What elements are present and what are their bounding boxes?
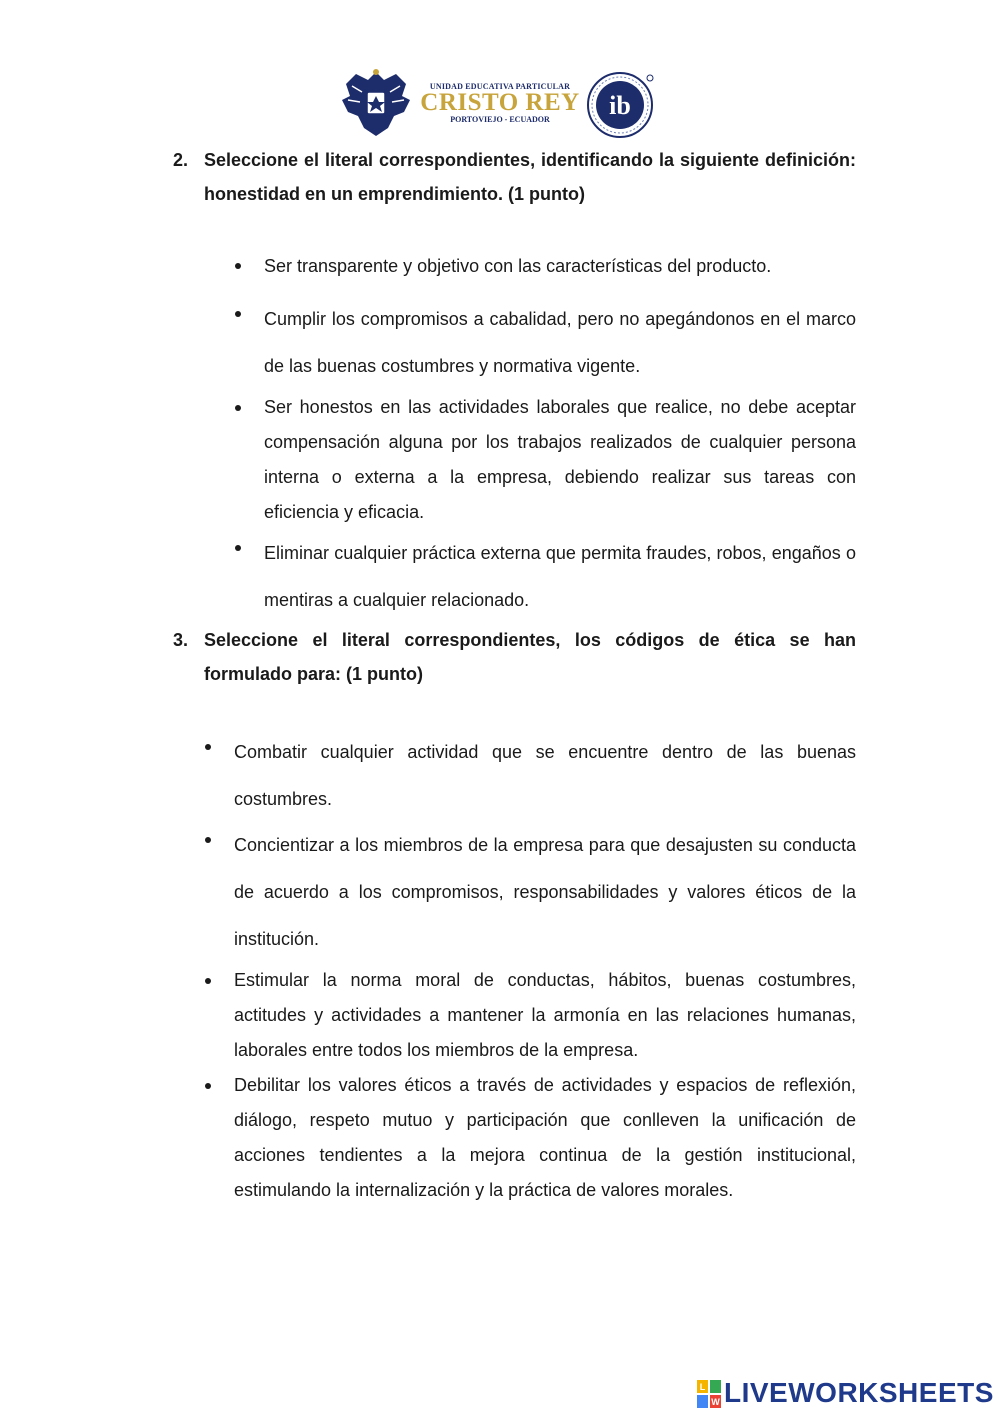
- answer-option[interactable]: Combatir cualquier actividad que se encuentre dentro de las buenas costumbres.: [234, 742, 856, 809]
- bullet-icon: [205, 837, 211, 843]
- logo-square-letter: W: [711, 1397, 720, 1407]
- bullet-icon: [235, 263, 241, 269]
- school-unit-label: UNIDAD EDUCATIVA PARTICULAR: [429, 82, 571, 91]
- question-number: 3.: [173, 630, 189, 650]
- answer-option[interactable]: Ser transparente y objetivo con las características del producto.: [264, 256, 772, 276]
- ib-seal-text: ib: [609, 91, 631, 120]
- school-location: PORTOVIEJO - ECUADOR: [450, 115, 550, 124]
- question-text: Seleccione el literal correspondientes, identificando la siguiente definición: honestidad en un emprendimiento. (1 punto): [204, 150, 856, 204]
- answer-option[interactable]: Concientizar a los miembros de la empresa para que desajusten su conducta de acuerdo a los compromisos, responsabilidades y valores éticos de la institución.: [234, 835, 856, 949]
- bullet-icon: [235, 545, 241, 551]
- school-name: CRISTO REY: [420, 89, 580, 116]
- logo-square-letter: L: [699, 1382, 706, 1392]
- answer-option[interactable]: Ser honestos en las actividades laborales que realice, no debe aceptar compensación alguna por los trabajos realizados de cualquier persona interna o externa a la empresa, debiendo realizar sus tareas con eficiencia y eficacia.: [264, 397, 856, 522]
- answer-option[interactable]: Eliminar cualquier práctica externa que permita fraudes, robos, engaños o mentiras a cualquier relacionado.: [264, 543, 856, 610]
- bullet-icon: [235, 405, 241, 411]
- ib-seal-logo: [584, 70, 656, 140]
- bullet-icon: [205, 978, 211, 984]
- school-wordmark: [420, 82, 580, 124]
- bullet-icon: [235, 311, 241, 317]
- bullet-icon: [205, 1083, 211, 1089]
- answer-option[interactable]: Estimular la norma moral de conductas, hábitos, buenas costumbres, actitudes y actividades a mantener la armonía en las relaciones humanas, laborales entre todos los miembros de la empresa.: [234, 970, 856, 1060]
- eagle-crest-logo: [338, 66, 414, 140]
- question-number: 2.: [173, 150, 189, 170]
- question-text: Seleccione el literal correspondientes, los códigos de ética se han formulado para: (1 punto): [204, 630, 856, 684]
- liveworksheets-logo-icon: [697, 1380, 721, 1408]
- liveworksheets-watermark[interactable]: LIVEWORKSHEETS: [724, 1377, 994, 1408]
- bullet-icon: [205, 744, 211, 750]
- answer-option[interactable]: Debilitar los valores éticos a través de actividades y espacios de reflexión, diálogo, respeto mutuo y participación que conlleven la unificación de acciones tendientes a la mejora continua de la gestión institucional, estimulando la internalización y la práctica de valores morales.: [234, 1075, 856, 1200]
- answer-option[interactable]: Cumplir los compromisos a cabalidad, pero no apegándonos en el marco de las buenas costumbres y normativa vigente.: [264, 309, 856, 376]
